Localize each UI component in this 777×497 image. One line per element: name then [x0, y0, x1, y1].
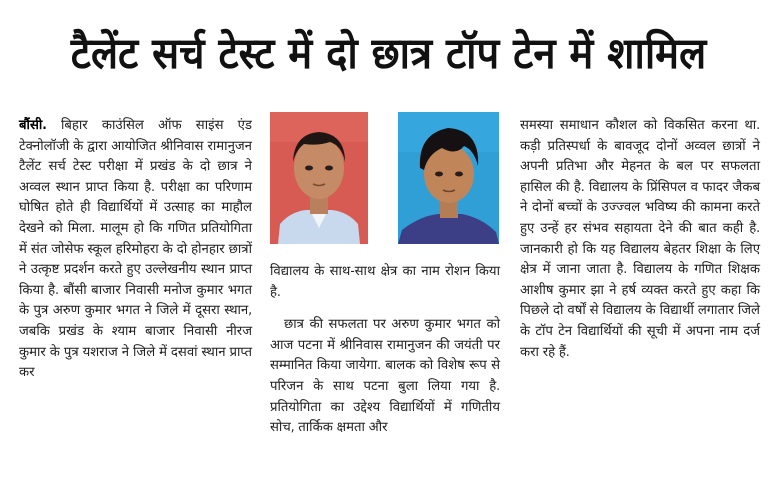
column-3-paragraph: समस्या समाधान कौशल को विकसित करना था. कड़ी प्रतिस्पर्धा के बावजूद दोनों अव्वल छात्रों ने अपनी प्रतिभा और मेहनत के बल पर सफलता हासिल की है. विद्यालय के प्रिंसिपल व फादर जैकब ने दोनों बच्चों के उज्ज्वल भविष्य की कामना करते हुए उन्हें हर संभव सहायता देने की बात कही है. जानकारी हो कि यह विद्यालय बेहतर शिक्षा के लिए क्षेत्र में जाना जाता है. विद्यालय के गणित शिक्षक आशीष कुमार झा ने हर्ष व्यक्त करते हुए कहा कि पिछले दो वर्षों से विद्यालय के विद्यार्थी लगातार जिले के टॉप टेन विद्यार्थियों की सूची में अपना नाम दर्ज करा रहे हैं.: [520, 118, 760, 360]
article-column-3: [520, 116, 760, 363]
student-photo-2: [398, 112, 499, 244]
student-photo-1: [270, 112, 368, 244]
column-2-paragraph-1: विद्यालय के साथ-साथ क्षेत्र का नाम रोशन किया है.: [270, 264, 500, 300]
student-portrait-1: [270, 112, 368, 244]
article-column-2: [270, 262, 500, 439]
student-portrait-2: [398, 112, 499, 244]
column-1-text: बिहार काउंसिल ऑफ साइंस एंड टेक्नोलॉजी के द्वारा आयोजित श्रीनिवास रामानुजन टैलेंट सर्च टेस्ट परीक्षा में प्रखंड के दो छात्र ने अव्वल स्थान प्राप्त किया है. परीक्षा का परिणाम घोषित होते ही विद्यार्थियों में उत्साह का माहौल देखने को मिला. मालूम हो कि गणित प्रतियोगिता में संत जोसेफ स्कूल हरिमोहरा के दो होनहार छात्रों ने उत्कृष्ट प्रदर्शन करते हुए उल्लेखनीय स्थान प्राप्त किया है. बौंसी बाजार निवासी मनोज कुमार भगत के पुत्र अरुण कुमार भगत ने जिले में दूसरा स्थान, जबकि प्रखंड के श्याम बाजार निवासी नीरज कुमार के पुत्र यशराज ने जिले में दसवां स्थान प्राप्त कर: [19, 118, 252, 381]
article-column-1: [19, 116, 252, 384]
headline: टैलेंट सर्च टेस्ट में दो छात्र टॉप टेन में शामिल: [70, 29, 707, 79]
column-2-paragraph-2: छात्र की सफलता पर अरुण कुमार भगत को आज पटना में श्रीनिवास रामानुजन की जयंती पर सम्मानित किया जायेगा. बालक को विशेष रूप से परिजन के साथ पटना बुला लिया गया है. प्रतियोगिता का उद्देश्य विद्यार्थियों में गणितीय सोच, तार्किक क्षमता और: [270, 317, 500, 436]
column-1-paragraph: [19, 116, 252, 384]
dateline: बौंसी.: [19, 118, 47, 133]
